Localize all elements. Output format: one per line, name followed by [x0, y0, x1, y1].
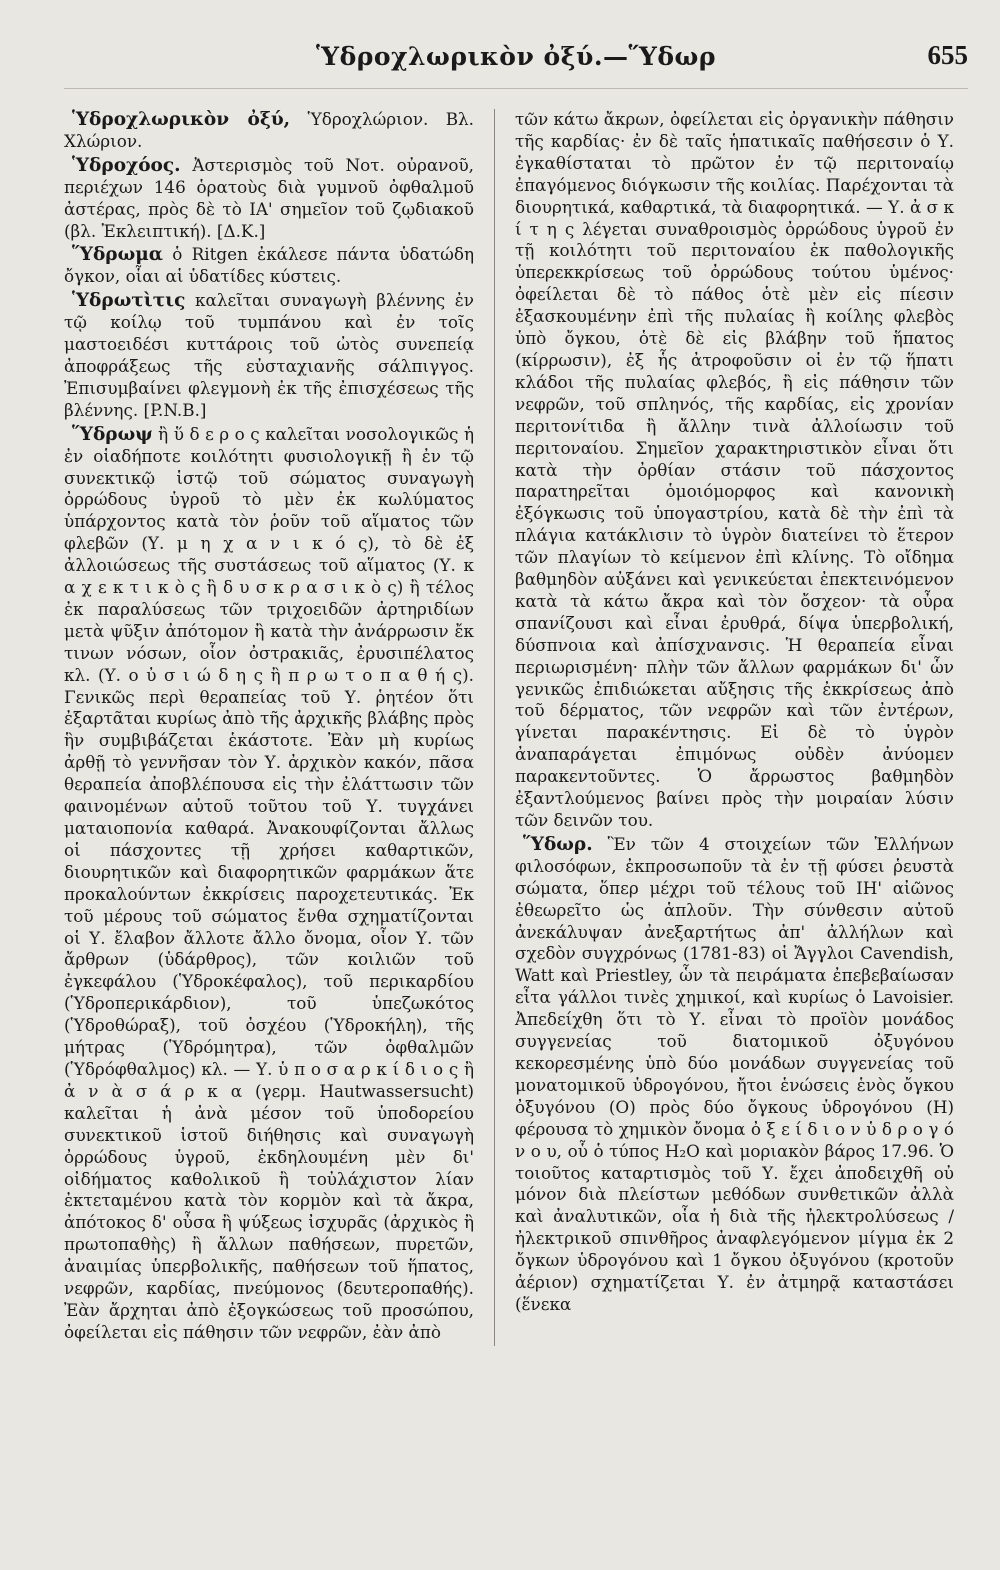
page-number: 655 [927, 40, 968, 70]
right-column [494, 109, 954, 1346]
entry-body: ὁ Ritgen ἐκάλεσε πάντα ὑδατώδη ὄγκον, οἷαι αἱ ὑδατίδες κύστεις. [64, 244, 474, 287]
entry-headword: Ὕδρωψ [72, 423, 153, 445]
dictionary-entry [64, 244, 474, 288]
entry-headword: Ὑδροχόος. [72, 154, 181, 176]
left-column [64, 109, 494, 1346]
entry-body: τῶν κάτω ἄκρων, ὀφείλεται εἰς ὀργανικὴν πάθησιν τῆς καρδίας· ἐν δὲ ταῖς ἡπατικαῖς παθήσεσιν ὁ Υ. ἐγκαθίσταται τὸ πρῶτον ἐν τῷ περιτοναίῳ ἐπαγόμενος διόγκωσιν τῆς κοιλίας. Παρέχονται τὰ διουρητικά, καθαρτικά, τὰ διαφορητικά. — Υ. ἀ σ κ ί τ η ς λέγεται συναθροισμὸς ὀρρώδους ὑγροῦ ἐν τῇ κοιλότητι τοῦ περιτοναίου ἐκ παθολογικῆς ὑπερεκκρίσεως τοῦ ὀρρώδους τούτου ὑμένος· ὀφείλεται δὲ τὸ πάθος ὁτὲ μὲν εἰς πίεσιν ἐξασκουμένην ἐπὶ τῆς πυλαίας ἢ κοίλης φλεβὸς ὑπὸ ὄγκου, ὁτὲ δὲ εἰς βλάβην τοῦ ἥπατος (κίρρωσιν), ἐξ ἧς ἀτροφοῦσιν οἱ ἐν τῷ ἥπατι κλάδοι τῆς πυλαίας φλεβός, ἢ εἰς πάθησιν τῶν νεφρῶν, τοῦ σπληνός, τῆς καρδίας, εἰς χρονίαν περιτονίτιδα ἢ ἄλλην τινὰ ἀλλοίωσιν τοῦ περιτοναίου. Σημεῖον χαρακτηριστικὸν εἶναι ὅτι κατὰ τὴν ὀρθίαν στάσιν τοῦ πάσχοντος παρατηρεῖται ὁμοιόμορφος καὶ κανονικὴ ἐξόγκωσις τοῦ ὑπογαστρίου, κατὰ δὲ τὴν ἐπὶ τὰ πλάγια κατάκλισιν τὸ ὑγρὸν διατείνει τὸ ἕτερον τῶν πλαγίων τὸ κείμενον ἐπὶ κλίνης. Τὸ οἴδημα βαθμηδὸν αὐξάνει καὶ γενικεύεται ἐπεκτεινόμενον κατὰ τὰ κάτω ἄκρα καὶ τὸν ὄσχεον· τὰ οὖρα σπανίζουσι καὶ εἶναι ἐρυθρά, δίψα ὑπερβολική, δύσπνοια καὶ ἀπίσχνανσις. Ἡ θεραπεία εἶναι περιωρισμένη· πλὴν τῶν ἄλλων φαρμάκων δι' ὧν γενικῶς ἐπιδιώκεται αὔξησις τῆς ἐκκρίσεως ἀπὸ τοῦ δέρματος, τῶν νεφρῶν καὶ τῶν ἐντέρων, γίνεται παρακέντησις. Εἰ δὲ τὸ ὑγρὸν ἀναπαράγεται ἐπιμόνως οὐδὲν ἀνύομεν παρακεντοῦντες. Ὁ ἄρρωστος βαθμηδὸν ἐξαντλούμενος βαίνει πρὸς τὴν μοιραίαν λύσιν τῶν δεινῶν του. [515, 109, 954, 830]
dictionary-entry [64, 424, 474, 1344]
page-header [64, 36, 968, 89]
entry-headword: Ὑδρωτὶτις [72, 290, 186, 312]
entry-body: Ὑδροχλώριον. Βλ. Χλώριον. [64, 109, 474, 151]
entry-body: καλεῖται συναγωγὴ βλέννης ἐν τῷ κοίλῳ τοῦ τυμπάνου καὶ ἐν τοῖς μαστοειδέσι κυττάροις τοῦ ὠτὸς συνεπείᾳ ἀποφράξεως τῆς εὐσταχιανῆς σάλπιγγος. Ἐπισυμβαίνει φλεγμονὴ ἐκ τῆς ἐπισχέσεως τῆς βλέννης. [P.N.B.] [64, 290, 474, 420]
dictionary-entry [515, 109, 954, 832]
dictionary-entry [64, 290, 474, 421]
text-columns [64, 109, 968, 1346]
running-title: Ὑδροχλωρικὸν ὀξύ.—Ὕδωρ [316, 42, 716, 71]
entry-body: Ἓν τῶν 4 στοιχείων τῶν Ἑλλήνων φιλοσόφων, ἐκπροσωποῦν τὰ ἐν τῇ φύσει ῥευστὰ σώματα, ὅπερ μέχρι τοῦ τέλους τοῦ ΙΗ' αἰῶνος ἐθεωρεῖτο ὡς ἁπλοῦν. Τὴν σύνθεσιν αὐτοῦ ἀνεκάλυψαν ἀνεξαρτήτως ἀπ' ἀλλήλων καὶ σχεδὸν συγχρόνως (1781-83) οἱ Ἄγγλοι Cavendish, Watt καὶ Priestley, ὧν τὰ πειράματα ἐπεβεβαίωσαν εἶτα γάλλοι τινὲς χημικοί, καὶ κυρίως ὁ Lavoisier. Ἀπεδείχθη ὅτι τὸ Υ. εἶναι τὸ προϊὸν μονάδος συγγενείας τοῦ διατομικοῦ ὀξυγόνου κεκορεσμένης ὑπὸ δύο μονάδων συγγενείας τοῦ μονατομικοῦ ὑδρογόνου, ἤτοι ἑνώσεις ἑνὸς ὄγκου ὀξυγόνου (O) πρὸς δύο ὄγκους ὑδρογόνου (H) φέρουσα τὸ χημικὸν ὄνομα ὀ ξ ε ί δ ι ο ν ὑ δ ρ ο γ ό ν ο υ, οὗ ὁ τύπος H₂O καὶ μοριακὸν βάρος 17.96. Ὁ τοιοῦτος καταρτισμὸς τοῦ Υ. ἔχει ἀποδειχθῆ οὐ μόνον διὰ πλείστων μεθόδων συνθετικῶν ἀλλὰ καὶ ἀναλυτικῶν, οἷα ἡ διὰ τῆς ἠλεκτρολύσεως / ἠλεκτρικοῦ σπινθῆρος ἀναφλεγόμενον μίγμα ἐκ 2 ὄγκων ὑδρογόνου καὶ 1 ὄγκου ὀξυγόνου (κροτοῦν ἀέριον) σχηματίζεται Υ. ἐν ἀτμηρᾷ καταστάσει (ἕνεκα [515, 833, 954, 1314]
dictionary-entry [515, 834, 954, 1316]
entry-headword: Ὕδρωμα [72, 244, 163, 266]
entry-headword: Ὑδροχλωρικὸν ὀξύ, [72, 109, 291, 130]
entry-body: ἢ ὕ δ ε ρ ο ς καλεῖται νοσολογικῶς ἡ ἐν οἱαδήποτε κοιλότητι φυσιολογικῇ ἢ ἐν τῷ συνεκτικῷ ἱστῷ τοῦ σώματος συναγωγὴ ὀρρώδους ὑγροῦ τὸ μὲν ἐκ κωλύματος ὑπάρχοντος κατὰ τὸν ῥοῦν τοῦ αἵματος τῶν φλεβῶν (Υ. μ η χ α ν ι κ ό ς), τὸ δὲ ἐξ ἀλλοιώσεως τῆς συστάσεως τοῦ αἵματος (Υ. κ α χ ε κ τ ι κ ὸ ς ἢ δ υ σ κ ρ α σ ι κ ὸ ς) ἢ τέλος ἐκ παραλύσεως τῶν τριχοειδῶν ἀρτηριδίων μετὰ ψῦξιν ἀπότομον ἢ κατὰ τὴν ἀνάρρωσιν ἔκ τινων νόσων, οἷον ὀστρακιᾶς, ἐρυσιπέλατος κλ. (Υ. ο ὐ σ ι ώ δ η ς ἢ π ρ ω τ ο π α θ ή ς). Γενικῶς περὶ θεραπείας τοῦ Υ. ῥητέον ὅτι ἐξαρτᾶται κυρίως ἀπὸ τῆς ἀρχικῆς βλάβης πρὸς ἣν συμβιβάζεται ἑκάστοτε. Ἐὰν μὴ κυρίως ἀρθῇ τὸ γεννῆσαν τὸν Υ. ἀρχικὸν κακόν, πᾶσα θεραπεία ἀποβλέπουσα εἰς τὴν ἐλάττωσιν τῶν φαινομένων αὐτοῦ τοῦτου τοῦ Υ. τυγχάνει ματαιοπονία καθαρά. Ἀνακουφίζονται ἄλλως οἱ πάσχοντες τῇ χρήσει καθαρτικῶν, διουρητικῶν καὶ διαφορητικῶν φαρμάκων ἅτε προκαλούντων ἐκκρίσεις παροχετευτικάς. Ἐκ τοῦ μέρους τοῦ σώματος ἔνθα σχηματίζονται οἱ Υ. ἔλαβον ἄλλοτε ἄλλο ὄνομα, οἷον Υ. τῶν ἄρθρων (ὑδάρθρος), τῶν κοιλιῶν τοῦ ἐγκεφάλου (Ὑδροκέφαλος), τοῦ περικαρδίου (Ὑδροπερικάρδιον), τοῦ ὑπεζωκότος (Ὑδροθώραξ), τοῦ ὀσχέου (Ὑδροκήλη), τῆς μήτρας (Ὑδρόμητρα), τῶν ὀφθαλμῶν (Ὑδρόφθαλμος) κλ. — Υ. ὑ π ο σ α ρ κ ί δ ι ο ς ἢ ἀ ν ὰ σ ά ρ κ α (γερμ. Hautwassersucht) καλεῖται ἡ ἀνὰ μέσον τοῦ ὑποδορείου συνεκτικοῦ ἱστοῦ διήθησις καὶ συναγωγὴ ὀρρώδους ὑγροῦ, ἐκδηλουμένη μὲν δι' οἰδήματος καθολικοῦ ἢ τοὐλάχιστον λίαν ἐκτεταμένου κατὰ τὸν κορμὸν καὶ τὰ ἄκρα, ἀπότοκος δ' οὖσα ἢ ψύξεως ἰσχυρᾶς (ἀρχικὸς ἢ πρωτοπαθὴς) ἢ ἄλλων παθήσεων, πυρετῶν, ἀναιμίας ὑπερβολικῆς, παθήσεων τοῦ ἥπατος, νεφρῶν, καρδίας, πνεύμονος (δευτεροπαθής). Ἐὰν ἄρχηται ἀπὸ ἐξογκώσεως τοῦ προσώπου, ὀφείλεται εἰς πάθησιν τῶν νεφρῶν, ἐὰν ἀπὸ [64, 423, 474, 1342]
dictionary-entry [64, 155, 474, 243]
entry-headword: Ὕδωρ. [523, 833, 593, 855]
entry-body: Ἀστερισμὸς τοῦ Νοτ. οὐρανοῦ, περιέχων 146 ὁρατοὺς διὰ γυμνοῦ ὀφθαλμοῦ ἀστέρας, πρὸς δὲ τὸ ΙΑ' σημεῖον τοῦ ζῳδιακοῦ (βλ. Ἐκλειπτική). [Δ.Κ.] [64, 154, 474, 241]
dictionary-entry [64, 109, 474, 153]
